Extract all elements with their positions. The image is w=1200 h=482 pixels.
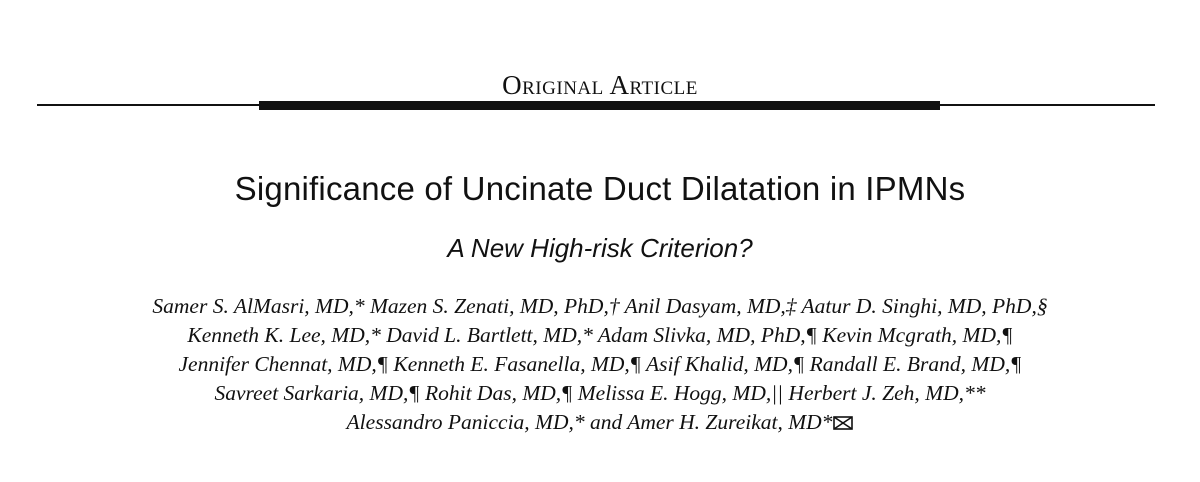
author-line: Savreet Sarkaria, MD,¶ Rohit Das, MD,¶ Melissa E. Hogg, MD,|| Herbert J. Zeh, MD,**: [214, 381, 986, 405]
section-label: Original Article: [502, 70, 698, 100]
header-rule-thick: [259, 101, 940, 110]
article-subtitle: A New High-risk Criterion?: [447, 233, 753, 263]
author-line: Jennifer Chennat, MD,¶ Kenneth E. Fasanella, MD,¶ Asif Khalid, MD,¶ Randall E. Brand, MD,¶: [178, 352, 1022, 376]
author-line: Samer S. AlMasri, MD,* Mazen S. Zenati, MD, PhD,† Anil Dasyam, MD,‡ Aatur D. Singhi, MD, PhD,§: [152, 294, 1048, 318]
author-line-text: Alessandro Paniccia, MD,* and Amer H. Zureikat, MD*: [346, 410, 833, 434]
author-list: [40, 292, 1160, 437]
author-line: Kenneth K. Lee, MD,* David L. Bartlett, MD,* Adam Slivka, MD, PhD,¶ Kevin Mcgrath, MD,¶: [187, 323, 1013, 347]
author-line-last: [40, 408, 1160, 437]
article-title: Significance of Uncinate Duct Dilatation in IPMNs: [234, 170, 966, 207]
mail-icon[interactable]: [833, 416, 853, 430]
